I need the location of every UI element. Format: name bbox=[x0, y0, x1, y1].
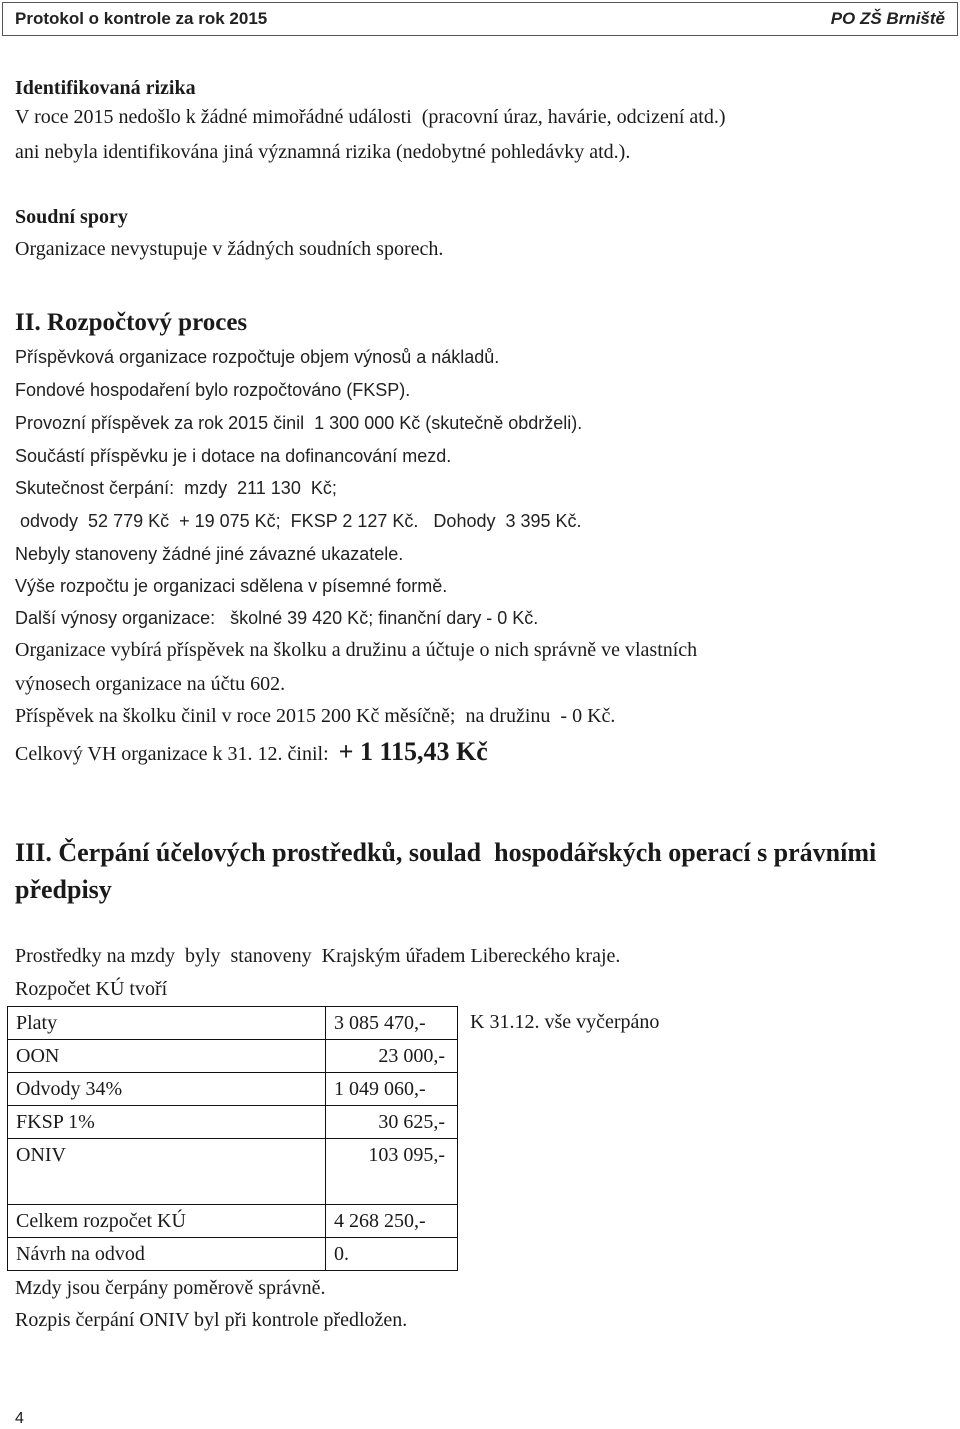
table-row bbox=[8, 1205, 458, 1238]
budget-label: Platy bbox=[8, 1007, 326, 1040]
rozpocet-line: Fondové hospodaření bylo rozpočtováno (FKSP). bbox=[15, 380, 411, 400]
footer-note-2: Rozpis čerpání ONIV byl při kontrole předložen. bbox=[15, 1309, 408, 1331]
vh-line bbox=[15, 737, 488, 769]
section-heading-rozpocet: II. Rozpočtový proces bbox=[15, 309, 248, 336]
footer-note-1: Mzdy jsou čerpány poměrově správně. bbox=[15, 1277, 326, 1299]
section-heading-rizika: Identifikovaná rizika bbox=[15, 77, 196, 99]
budget-value: 103 095,- bbox=[326, 1139, 458, 1205]
vh-amount: + 1 115,43 Kč bbox=[338, 737, 488, 766]
header-organization: PO ZŠ Brniště bbox=[830, 9, 945, 28]
header-title: Protokol o kontrole za rok 2015 bbox=[15, 9, 268, 28]
table-row bbox=[8, 1007, 458, 1040]
rozpocet-line: Součástí příspěvku je i dotace na dofinancování mezd. bbox=[15, 446, 452, 466]
section-heading-cerpani: III. Čerpání účelových prostředků, soulad hospodářských operací s právními bbox=[15, 838, 877, 867]
spory-text: Organizace nevystupuje v žádných soudních sporech. bbox=[15, 238, 444, 260]
page-header bbox=[2, 2, 958, 36]
budget-label: ONIV bbox=[8, 1139, 326, 1205]
rozpocet-line: Provozní příspěvek za rok 2015 činil 1 300 000 Kč (skutečně obdrželi). bbox=[15, 413, 583, 433]
cerpani-intro-1: Prostředky na mzdy byly stanoveny Krajským úřadem Libereckého kraje. bbox=[15, 945, 621, 967]
budget-label: FKSP 1% bbox=[8, 1106, 326, 1139]
budget-label: Návrh na odvod bbox=[8, 1238, 326, 1271]
rizika-text-1: V roce 2015 nedošlo k žádné mimořádné události (pracovní úraz, havárie, odcizení atd.) bbox=[15, 106, 726, 128]
page-number: 4 bbox=[15, 1410, 24, 1427]
table-row bbox=[8, 1073, 458, 1106]
budget-value: 23 000,- bbox=[326, 1040, 458, 1073]
budget-table bbox=[7, 1006, 458, 1271]
budget-value: 1 049 060,- bbox=[326, 1073, 458, 1106]
budget-value: 4 268 250,- bbox=[326, 1205, 458, 1238]
rozpocet-serif-line: Příspěvek na školku činil v roce 2015 200 Kč měsíčně; na družinu - 0 Kč. bbox=[15, 705, 616, 727]
rozpocet-serif-line: Organizace vybírá příspěvek na školku a družinu a účtuje o nich správně ve vlastních bbox=[15, 639, 698, 661]
budget-value: 0. bbox=[326, 1238, 458, 1271]
section-heading-cerpani-cont: předpisy bbox=[15, 875, 112, 904]
rozpocet-serif-line: výnosech organizace na účtu 602. bbox=[15, 673, 286, 695]
rozpocet-line: Skutečnost čerpání: mzdy 211 130 Kč; bbox=[15, 478, 337, 498]
rozpocet-line: Nebyly stanoveny žádné jiné závazné ukazatele. bbox=[15, 544, 404, 564]
budget-label: OON bbox=[8, 1040, 326, 1073]
table-row bbox=[8, 1139, 458, 1205]
budget-label: Celkem rozpočet KÚ bbox=[8, 1205, 326, 1238]
section-heading-spory: Soudní spory bbox=[15, 206, 128, 228]
budget-note: K 31.12. vše vyčerpáno bbox=[470, 1011, 660, 1033]
rozpocet-line: odvody 52 779 Kč + 19 075 Kč; FKSP 2 127 Kč. Dohody 3 395 Kč. bbox=[15, 511, 582, 531]
budget-value: 30 625,- bbox=[326, 1106, 458, 1139]
table-row bbox=[8, 1238, 458, 1271]
budget-value: 3 085 470,- bbox=[326, 1007, 458, 1040]
cerpani-intro-2: Rozpočet KÚ tvoří bbox=[15, 978, 168, 1000]
budget-label: Odvody 34% bbox=[8, 1073, 326, 1106]
rozpocet-line: Příspěvková organizace rozpočtuje objem výnosů a nákladů. bbox=[15, 347, 500, 367]
table-row bbox=[8, 1040, 458, 1073]
table-row bbox=[8, 1106, 458, 1139]
vh-label: Celkový VH organizace k 31. 12. činil: bbox=[15, 743, 329, 765]
rizika-text-2: ani nebyla identifikována jiná významná rizika (nedobytné pohledávky atd.). bbox=[15, 141, 631, 163]
rozpocet-line: Výše rozpočtu je organizaci sdělena v písemné formě. bbox=[15, 576, 448, 596]
rozpocet-line: Další výnosy organizace: školné 39 420 Kč; finanční dary - 0 Kč. bbox=[15, 608, 539, 628]
